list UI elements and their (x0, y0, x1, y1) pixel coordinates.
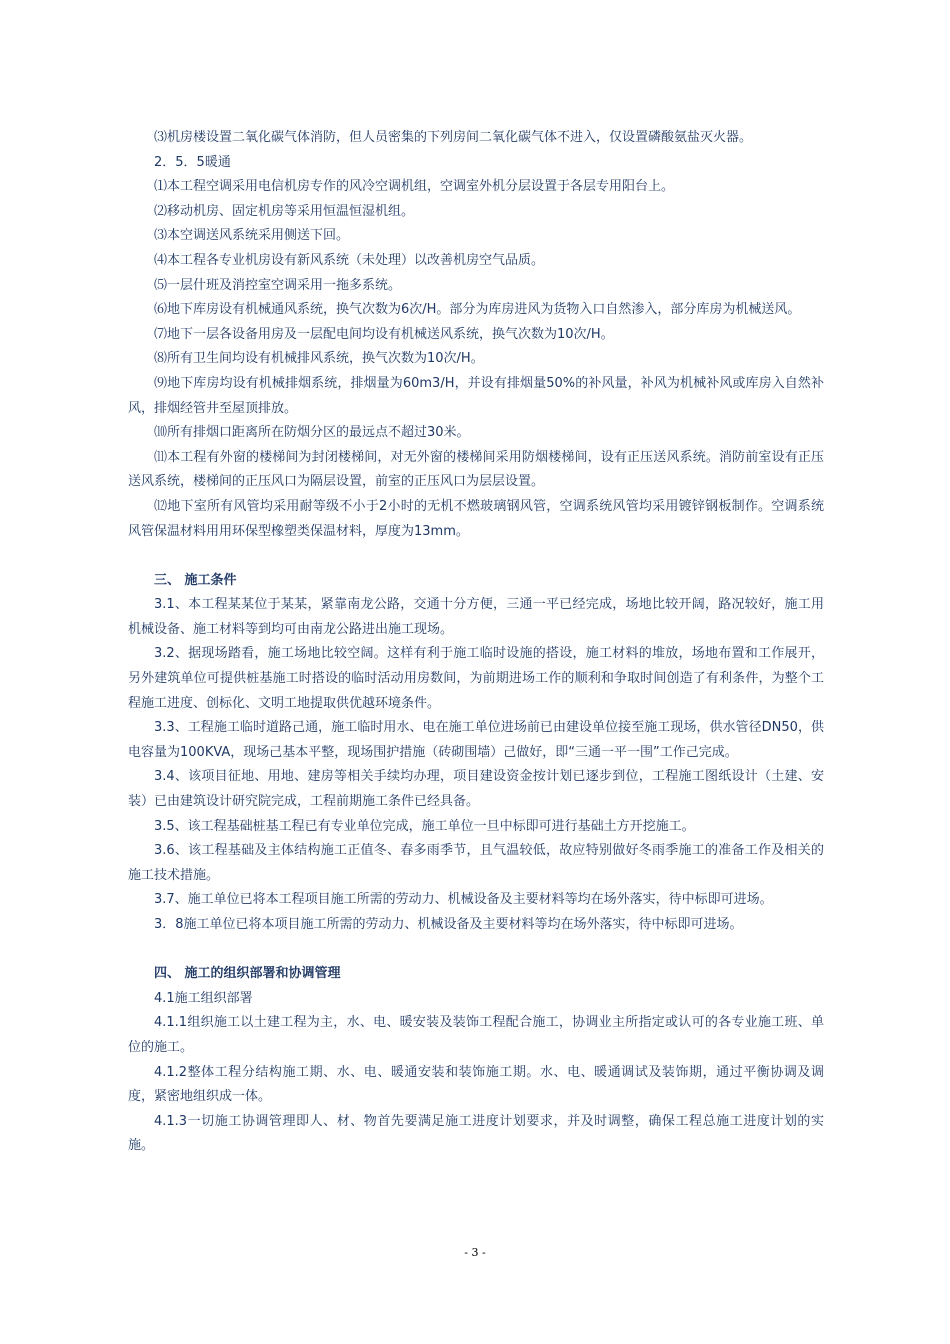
paragraph-fire-co2: ⑶机房楼设置二氧化碳气体消防，但人员密集的下列房间二氧化碳气体不进入，仅设置磷酸氨盐灭火器。 (154, 130, 753, 145)
subsection-title: 4.1施工组织部署 (154, 990, 253, 1006)
conditions-item-8: 3．8施工单位已将本项目施工所需的劳动力、机械设备及主要材料等均在场外落实，待中标即可进场。 (154, 917, 743, 932)
conditions-item-1: 3.1、本工程某某位于某某，紧靠南龙公路，交通十分方便，三通一平已经完成，场地比较开阔，路况较好，施工用机械设备、施工材料等到均可由南龙公路进出施工现场。 (128, 597, 824, 637)
hvac-item-7: ⑺地下一层各设备用房及一层配电间均设有机械送风系统，换气次数为10次/H。 (154, 326, 614, 342)
hvac-item-6: ⑹地下库房设有机械通风系统，换气次数为6次/H。部分为库房进风为货物入口自然渗入，部分库房为机械送风。 (154, 302, 801, 318)
document-body (128, 126, 824, 1159)
conditions-item-3: 3.3、工程施工临时道路己通，施工临时用水、电在施工单位进场前已由建设单位接至施工现场，供水管径DN50，供电容量为100KVA，现场己基本平整，现场围护措施（砖砌围墙）己做好，即“三通一平一围”工作己完成。 (128, 720, 824, 760)
conditions-item-7: 3.7、施工单位已将本工程项目施工所需的劳动力、机械设备及主要材料等均在场外落实，待中标即可进场。 (154, 892, 773, 908)
heading-hvac: 2．5．5暖通 (154, 154, 231, 170)
section-title-conditions: 三、 施工条件 (154, 572, 237, 588)
hvac-item-11: ⑾本工程有外窗的楼梯间为封闭楼梯间，对无外窗的楼梯间采用防烟楼梯间，设有正压送风系统。消防前室设有正压送风系统，楼梯间的正压风口为隔层设置，前室的正压风口为层层设置。 (128, 449, 824, 490)
organization-item-1: 4.1.1组织施工以土建工程为主，水、电、暖安装及装饰工程配合施工，协调业主所指定或认可的各专业施工班、单位的施工。 (128, 1015, 824, 1055)
hvac-item-4: ⑷本工程各专业机房设有新风系统（未处理）以改善机房空气品质。 (154, 252, 545, 268)
section-spacer (128, 544, 824, 569)
organization-item-2: 4.1.2整体工程分结构施工期、水、电、暖通安装和装饰施工期。水、电、暖通调试及装饰期，通过平衡协调及调度，紧密地组织成一体。 (128, 1064, 824, 1105)
conditions-item-6: 3.6、该工程基础及主体结构施工正值冬、春多雨季节，且气温较低，故应特别做好冬雨季施工的准备工作及相关的施工技术措施。 (128, 843, 824, 883)
organization-item-3: 4.1.3一切施工协调管理即人、材、物首先要满足施工进度计划要求，并及时调整，确保工程总施工进度计划的实施。 (128, 1113, 824, 1154)
section-title-organization: 四、 施工的组织部署和协调管理 (154, 966, 341, 982)
page-number: - 3 - (464, 1246, 486, 1259)
conditions-item-2: 3.2、据现场踏看，施工场地比较空阔。这样有利于施工临时设施的搭设，施工材料的堆放，场地布置和工作展开，另外建筑单位可提供桩基施工时搭设的临时活动用房数间，为前期进场工作的顺利和争取时间创造了有利条件，为整个工程施工进度、创标化、文明工地提取供优越环境条件。 (128, 646, 824, 711)
hvac-item-9: ⑼地下库房均设有机械排烟系统，排烟量为60m3/H，并设有排烟量50%的补风量，补风为机械补风或库房入自然补风，排烟经管井至屋顶排放。 (128, 375, 824, 416)
hvac-item-8: ⑻所有卫生间均设有机械排风系统，换气次数为10次/H。 (154, 351, 484, 367)
conditions-item-4: 3.4、该项目征地、用地、建房等相关手续均办理，项目建设资金按计划已逐步到位，工程施工图纸设计（土建、安装）已由建筑设计研究院完成，工程前期施工条件已经具备。 (128, 769, 824, 810)
hvac-item-10: ⑽所有排烟口距离所在防烟分区的最远点不超过30米。 (154, 425, 470, 441)
section-spacer (128, 938, 824, 963)
hvac-item-5: ⑸一层什班及消控室空调采用一拖多系统。 (154, 277, 402, 293)
conditions-item-5: 3.5、该工程基础桩基工程已有专业单位完成，施工单位一旦中标即可进行基础土方开挖施工。 (154, 818, 695, 834)
hvac-item-12: ⑿地下室所有风管均采用耐等级不小于2小时的无机不燃玻璃钢风管，空调系统风管均采用镀锌钢板制作。空调系统风管保温材料用用环保型橡塑类保温材料，厚度为13mm。 (128, 498, 824, 539)
hvac-item-2: ⑵移动机房、固定机房等采用恒温恒湿机组。 (154, 203, 415, 219)
hvac-item-1: ⑴本工程空调采用电信机房专作的风冷空调机组，空调室外机分层设置于各层专用阳台上。 (154, 179, 675, 195)
hvac-item-3: ⑶本空调送风系统采用侧送下回。 (154, 228, 350, 244)
